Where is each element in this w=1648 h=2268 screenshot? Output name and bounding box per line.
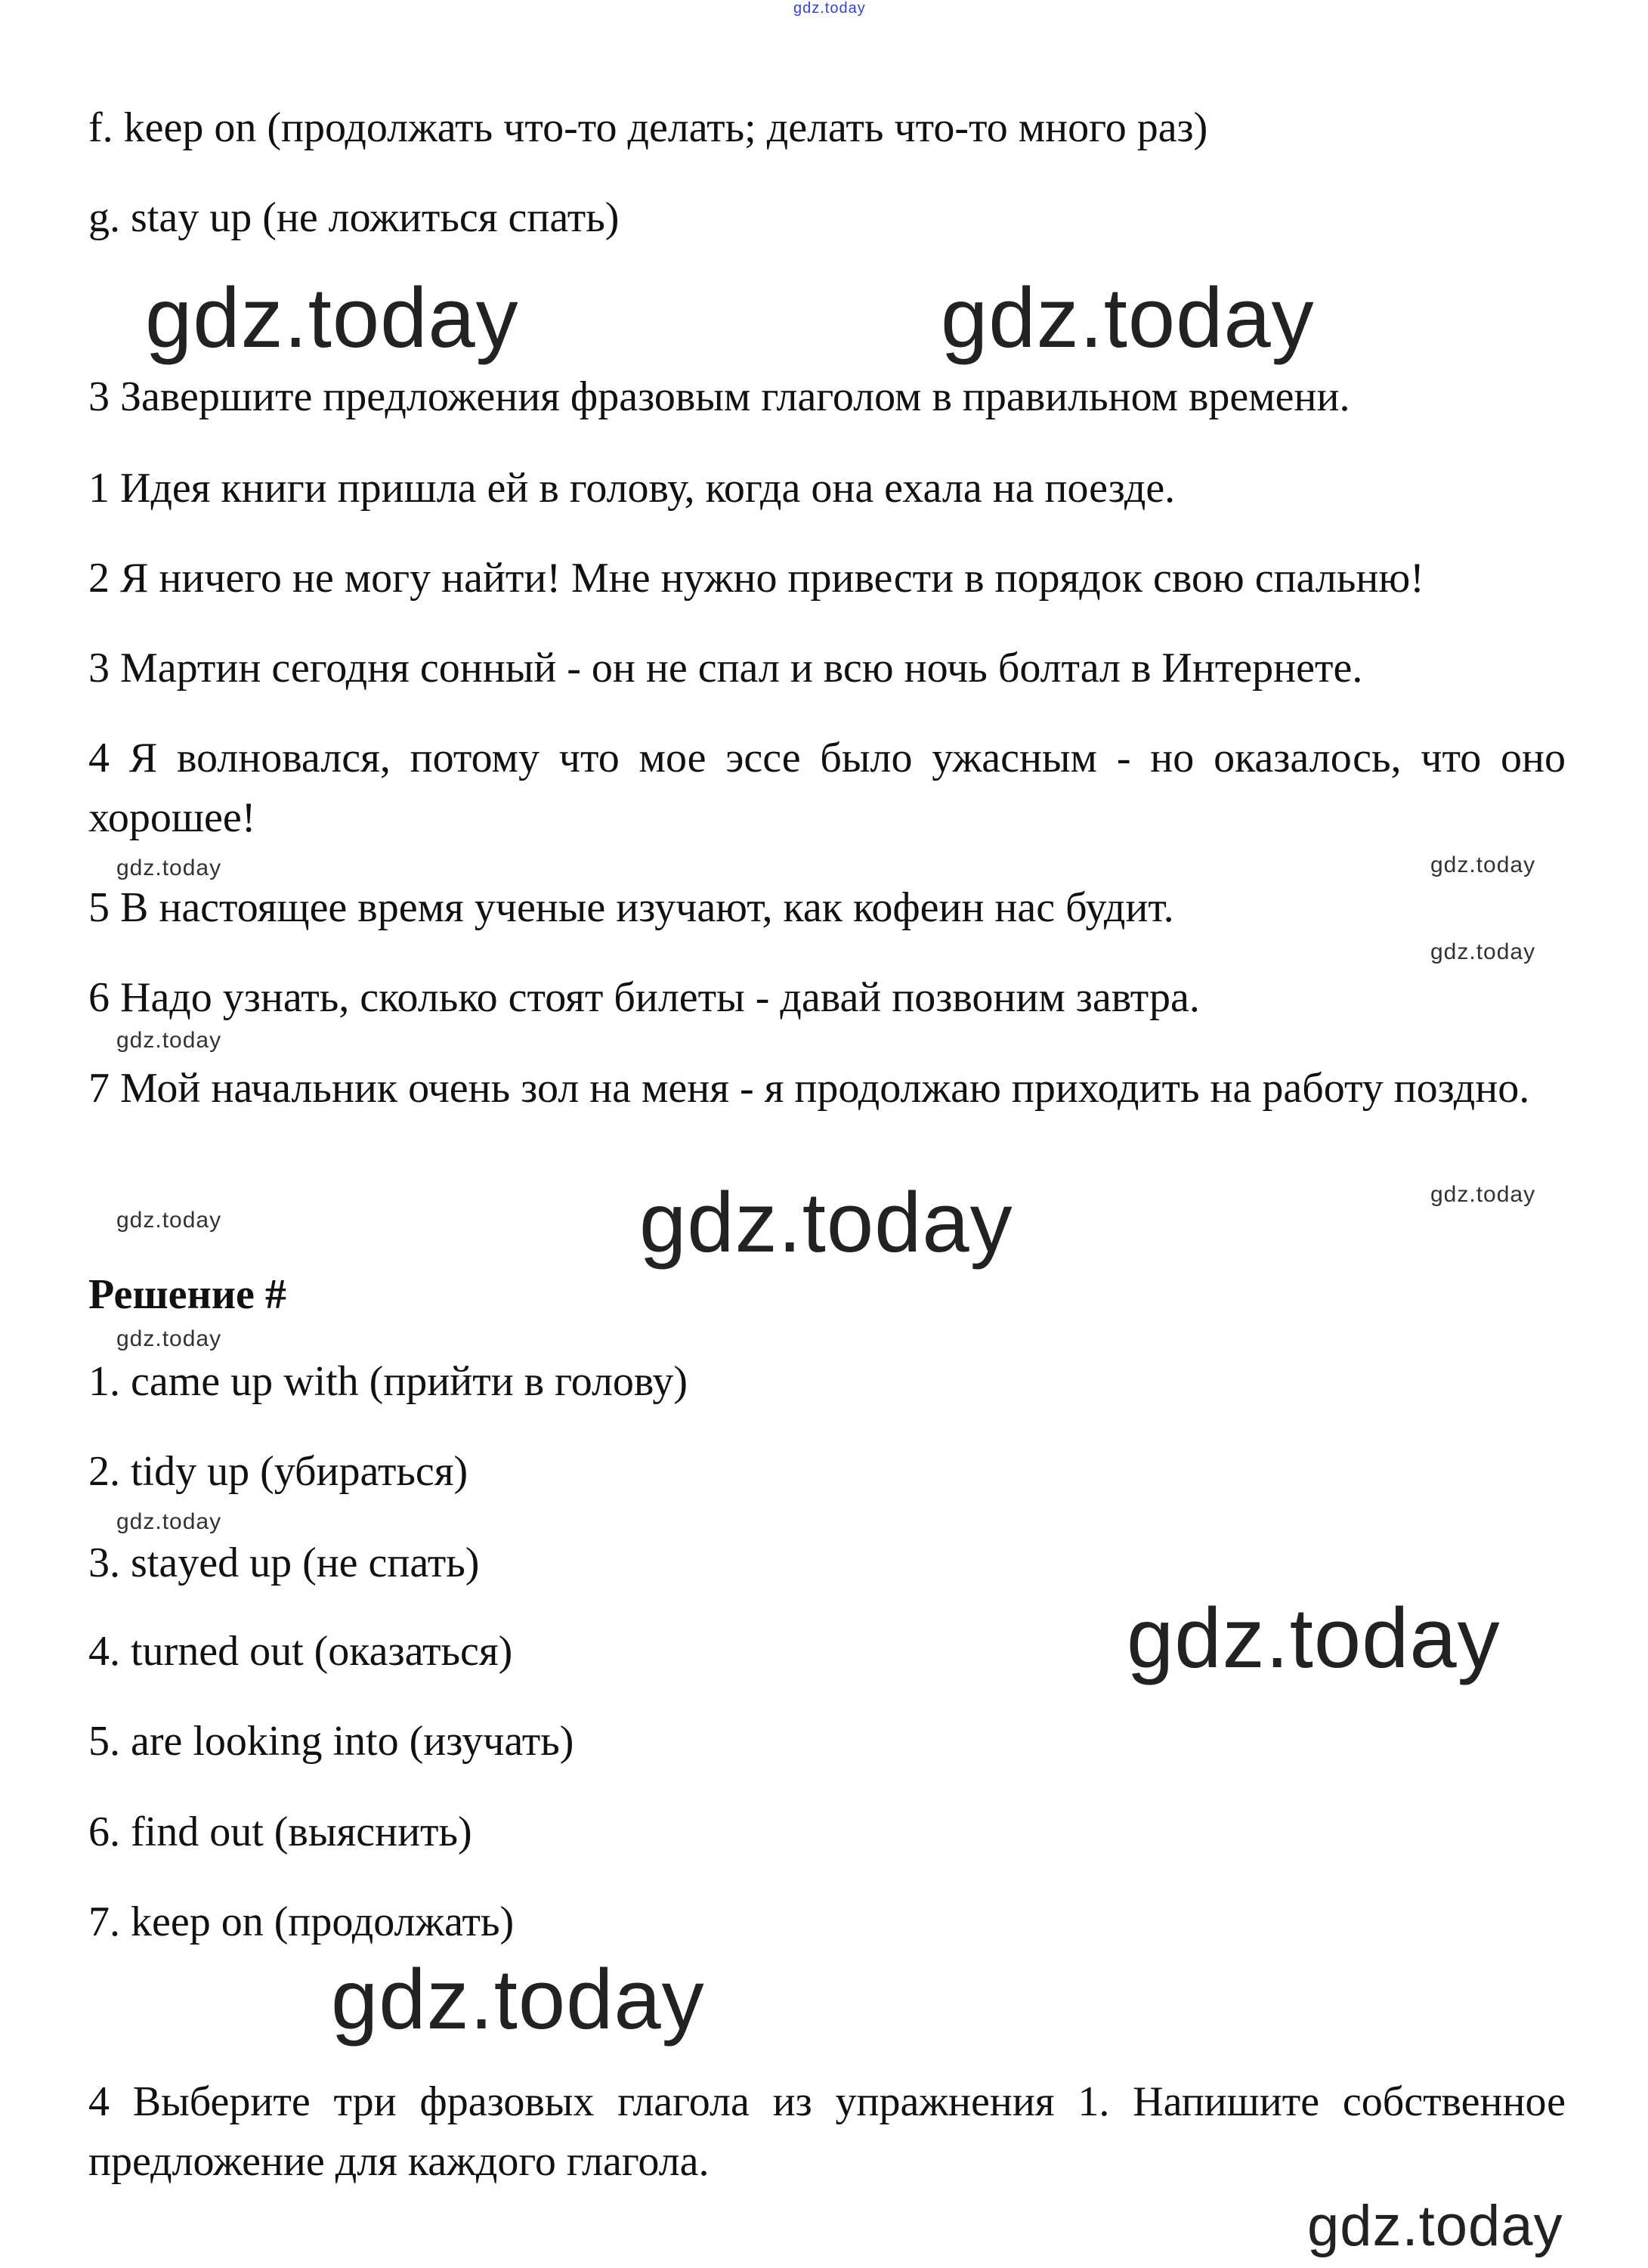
list-item-f: f. keep on (продолжать что-то делать; делать что-то много раз) [88, 104, 1208, 151]
watermark: gdz.today [116, 1028, 222, 1053]
watermark: gdz.today [639, 1175, 1013, 1270]
solution-item: 3. stayed up (не спать) [88, 1539, 480, 1586]
watermark: gdz.today [116, 856, 222, 880]
watermark: gdz.today [331, 1952, 705, 2047]
exercise3-heading: 3 Завершите предложения фразовым глаголом в правильном времени. [88, 373, 1350, 420]
watermark: gdz.today [1307, 2194, 1563, 2258]
top-watermark: gdz.today [793, 0, 866, 17]
watermark: gdz.today [116, 1509, 222, 1534]
watermark: gdz.today [1127, 1591, 1501, 1685]
exercise3-item: 6 Надо узнать, сколько стоят билеты - давай позвоним завтра. [88, 974, 1200, 1021]
exercise3-item: 2 Я ничего не могу найти! Мне нужно привести в порядок свою спальню! [88, 555, 1424, 602]
exercise3-item: 5 В настоящее время ученые изучают, как кофеин нас будит. [88, 884, 1174, 931]
exercise3-item: 1 Идея книги пришла ей в голову, когда она ехала на поезде. [88, 465, 1176, 512]
watermark: gdz.today [941, 271, 1315, 365]
watermark: gdz.today [145, 271, 519, 365]
exercise3-item: 3 Мартин сегодня сонный - он не спал и всю ночь болтал в Интернете. [88, 645, 1363, 692]
watermark: gdz.today [116, 1326, 222, 1351]
solution-heading: Решение # [88, 1271, 286, 1318]
solution-item: 7. keep on (продолжать) [88, 1898, 515, 1945]
watermark: gdz.today [1430, 939, 1536, 964]
solution-item: 2. tidy up (убираться) [88, 1448, 468, 1495]
exercise3-item: 7 Мой начальник очень зол на меня - я продолжаю приходить на работу поздно. [88, 1065, 1530, 1112]
solution-item: 1. came up with (прийти в голову) [88, 1358, 688, 1405]
watermark: gdz.today [1430, 1182, 1536, 1207]
watermark: gdz.today [1430, 852, 1536, 877]
solution-item: 5. are looking into (изучать) [88, 1718, 574, 1765]
watermark: gdz.today [116, 1208, 222, 1233]
solution-item: 4. turned out (оказаться) [88, 1628, 513, 1675]
list-item-g: g. stay up (не ложиться спать) [88, 194, 620, 241]
exercise3-item: 4 Я волновался, потому что мое эссе было ужасным - но оказалось, что оно хорошее! [88, 735, 1566, 841]
solution-item: 6. find out (выяснить) [88, 1809, 472, 1855]
exercise4-heading: 4 Выберите три фразовых глагола из упражнения 1. Напишите собственное предложение для каждого глагола. [88, 2078, 1566, 2185]
